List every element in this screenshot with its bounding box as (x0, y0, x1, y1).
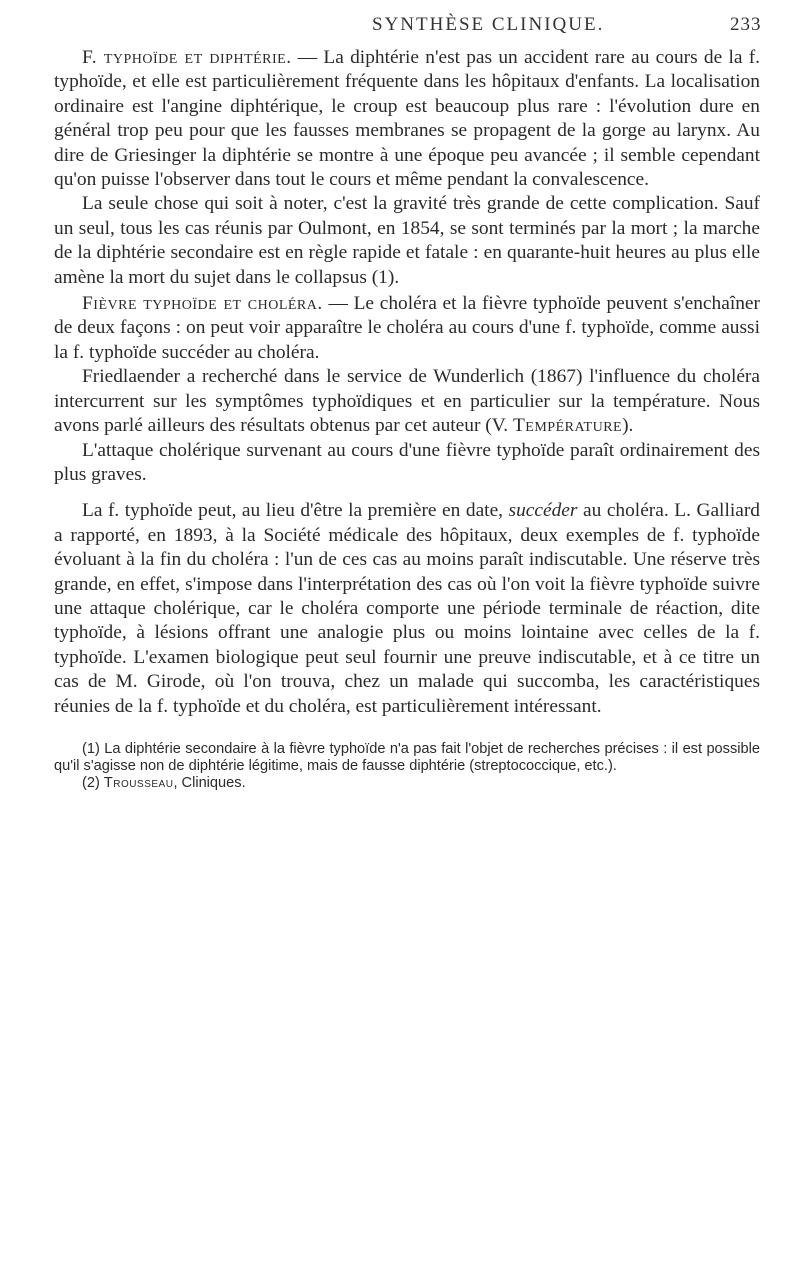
paragraph-friedlaender: Friedlaender a recherché dans le service de Wunderlich (1867) l'influence du choléra intercurrent sur les symptômes typhoïdiques et en particulier sur la température. Nous avons parlé ailleurs des résultats obtenus par cet auteur (V. Température). (54, 366, 760, 437)
paragraph-typhoide-diphterie (54, 46, 760, 192)
running-header (0, 14, 800, 44)
cross-reference: Température (512, 415, 623, 437)
section-heading-diphterie: F. typhoïde et diphtérie. (82, 47, 292, 68)
paragraph-succeder: La f. typhoïde peut, au lieu d'être la première en date, succéder au choléra. L. Galliard a rapporté, en 1893, à la Société médicale des hôpitaux, deux exemples de f. typhoïde évoluant à la fin du choléra : l'un de ces cas au moins paraît indiscutable. Une réserve très grande, en effet, s'impose dans l'interprétation des cas où l'on voit la fièvre typhoïde suivre une attaque cholérique, car le choléra comporte une période terminale de réaction, dite typhoïde, à lésions offrant une analogie plus ou moins lointaine avec celles de la f. typhoïde. L'examen biologique peut seul fournir une preuve indiscutable, et à ce titre un cas de M. Girode, où l'on trouva, chez un malade qui succomba, les caractéristiques réunies de la f. typhoïde et du choléra, est particulièrement intéressant. (54, 500, 760, 717)
main-text-continued (54, 499, 760, 719)
footnote-2: (2) Trousseau, Cliniques. (82, 774, 246, 791)
footnote-1: (1) La diphtérie secondaire à la fièvre typhoïde n'a pas fait l'objet de recherches précises : il est possible qu'il s'agisse non de diphtérie légitime, mais de fausse diphtérie (streptococcique, etc.). (54, 740, 760, 774)
running-title: SYNTHÈSE CLINIQUE. (372, 14, 605, 35)
emphasis: succéder (508, 500, 578, 522)
page-number: 233 (730, 14, 762, 35)
footnote-author: Trousseau (103, 774, 174, 791)
paragraph-typhoide-cholera (54, 292, 760, 365)
main-text (54, 46, 760, 487)
paragraph-attaque-cholerique: L'attaque cholérique survenant au cours d'une fièvre typhoïde paraît ordinairement des plus graves. (54, 439, 760, 485)
footnotes (54, 741, 760, 792)
paragraph-text: — Le choléra et la fièvre typhoïde peuvent s'enchaîner de deux façons : on peut voir apparaître le choléra au cours d'une f. typhoïde, comme aussi la f. typhoïde succéder au choléra. (54, 293, 760, 363)
paragraph-text: — La diphtérie n'est pas un accident rare au cours de la f. typhoïde, et elle est particulièrement fréquente dans les hôpitaux d'enfants. La localisation ordinaire est l'angine diphtérique, le croup est beaucoup plus rare : l'évolution dure en général trop peu pour que les fausses membranes se propagent de la gorge au larynx. Au dire de Griesinger la diphtérie se montre à une époque peu avancée ; il semble cependant qu'on puisse l'observer dans tout le cours et même pendant la convalescence. (54, 47, 760, 191)
paragraph-gravite: La seule chose qui soit à noter, c'est la gravité très grande de cette complication. Sauf un seul, tous les cas réunis par Oulmont, en 1854, se sont terminés par la mort ; la marche de la diphtérie secondaire est en règle rapide et fatale : en quarante-huit heures au plus elle amène la mort du sujet dans le collapsus (1). (54, 193, 760, 288)
page-body (54, 46, 760, 792)
section-heading-cholera: Fièvre typhoïde et choléra. (82, 293, 323, 315)
